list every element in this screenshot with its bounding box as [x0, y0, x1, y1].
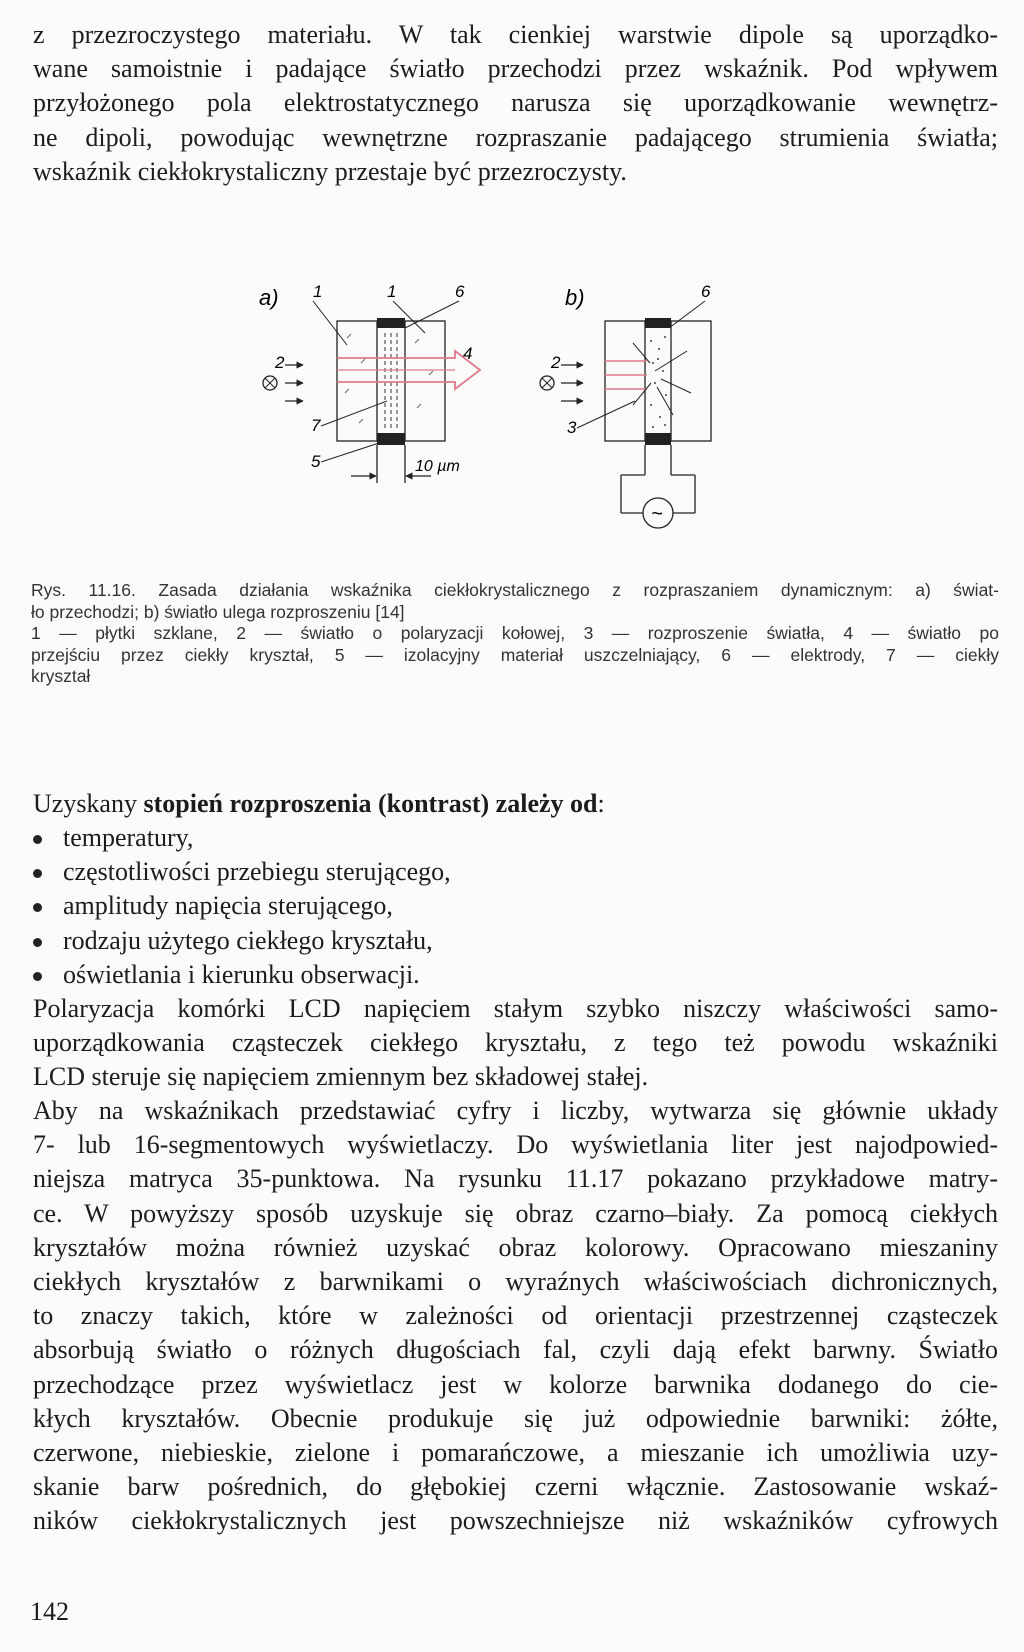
number-3: 3 — [567, 418, 577, 437]
list-item: częstotliwości przebiegu sterującego, — [33, 855, 451, 889]
label-a: a) — [259, 285, 279, 310]
seal-top — [377, 318, 405, 328]
glass-plate-left — [337, 321, 377, 441]
number-1a: 1 — [313, 283, 323, 301]
text-line: kłych kryształów. Obecnie produkuje się już odpowiednie barwniki: żółte, — [33, 1403, 998, 1433]
label-b: b) — [565, 285, 585, 310]
caption-line: ło przechodzi; b) światło ulega rozproszeniu [14] — [31, 601, 405, 622]
caption-line: przejściu przez ciekły kryształ, 5 — izolacyjny materiał uszczelniający, 6 — elektrody, 7 — ciekły — [31, 644, 999, 665]
lcd-diagram — [255, 283, 755, 555]
text-line: ce. W powyższy sposób uzyskuje się obraz czarno–biały. Za pomocą ciekłych — [33, 1198, 998, 1228]
number-5: 5 — [311, 452, 321, 471]
caption-line: kryształ — [31, 666, 91, 686]
number-2b: 2 — [551, 353, 561, 372]
list-item: amplitudy napięcia sterującego, — [33, 889, 451, 923]
text-line: uporządkowania cząsteczek ciekłego kryształu, z tego też powodu wskaźniki — [33, 1028, 998, 1058]
page-number: 142 — [30, 1597, 69, 1626]
scatter-dots — [650, 336, 667, 428]
lead-pre: Uzyskany — [33, 789, 144, 818]
factor-list — [33, 821, 451, 992]
text-line: wskaźnik ciekłokrystaliczny przestaje być przezroczysty. — [33, 156, 627, 186]
text-line: przyłożonego pola elektrostatycznego narusza się uporządkowanie wewnętrz- — [33, 88, 998, 118]
text-line: niejsza matryca 35-punktowa. Na rysunku 11.17 pokazano przykładowe matry- — [33, 1164, 998, 1194]
number-1b: 1 — [387, 283, 397, 301]
list-item: oświetlania i kierunku obserwacji. — [33, 958, 451, 992]
paragraph-displays — [33, 1094, 998, 1539]
figure-caption — [31, 580, 999, 688]
diagram-a — [259, 283, 480, 483]
lead-bold: stopień rozproszenia (kontrast) zależy od — [143, 789, 598, 818]
number-6a: 6 — [455, 283, 465, 301]
number-2a: 2 — [275, 353, 285, 372]
paragraph-polarization — [33, 992, 998, 1095]
scattered-rays — [633, 343, 691, 415]
ac-symbol: ~ — [651, 503, 663, 525]
number-4: 4 — [463, 344, 473, 363]
list-item: temperatury, — [33, 821, 451, 855]
text-line: ne dipoli, powodując wewnętrzne rozpraszanie padającego strumienia światła; — [33, 122, 998, 152]
number-7: 7 — [311, 416, 321, 435]
list-item: rodzaju użytego ciekłego kryształu, — [33, 924, 451, 958]
text-line: skanie barw pośrednich, do głębokiej czerni włącznie. Zastosowanie wskaź- — [33, 1472, 998, 1502]
text-line: Aby na wskaźnikach przedstawiać cyfry i liczby, wytwarza się głównie układy — [33, 1096, 998, 1125]
text-line: Polaryzacja komórki LCD napięciem stałym szybko niszczy właściwości samo- — [33, 994, 998, 1023]
number-6b: 6 — [701, 283, 711, 301]
intro-paragraph — [33, 18, 998, 189]
diagram-b — [540, 283, 711, 528]
text-line: absorbują światło o różnych długościach fal, czyli dają efekt barwny. Światło — [33, 1335, 998, 1365]
glass-hatch — [345, 334, 433, 423]
text-line: to znaczy takich, które w zależności od orientacji przestrzennej cząsteczek — [33, 1301, 998, 1331]
dimension-label: 10 µm — [415, 458, 460, 475]
text-line: LCD steruje się napięciem zmiennym bez składowej stałej. — [33, 1062, 649, 1092]
text-line: czerwone, niebieskie, zielone i pomarańczowe, a mieszanie ich umożliwia uzy- — [33, 1438, 998, 1468]
lead-post: : — [597, 789, 605, 818]
caption-line: 1 — płytki szklane, 2 — światło o polaryzacji kołowej, 3 — rozproszenie światła, 4 — światło po — [31, 623, 999, 643]
text-line: przechodzące przez wyświetlacz jest w kolorze barwnika dodanego do cie- — [33, 1369, 998, 1399]
glass-plate-right — [405, 321, 445, 441]
text-line: kryształów można również uzyskać obraz kolorowy. Opracowano mieszaniny — [33, 1232, 998, 1262]
caption-line: Rys. 11.16. Zasada działania wskaźnika ciekłokrystalicznego z rozpraszaniem dynamicznym: a) świat- — [31, 580, 999, 600]
seal-bottom — [377, 433, 405, 445]
text-line: z przezroczystego materiału. W tak cienkiej warstwie dipole są uporządko- — [33, 20, 998, 49]
text-line: 7- lub 16-segmentowych wyświetlaczy. Do wyświetlania liter jest najodpowied- — [33, 1130, 998, 1160]
text-line: wane samoistnie i padające światło przechodzi przez wskaźnik. Pod wpływem — [33, 54, 998, 84]
text-line: ciekłych kryształów z barwnikami o wyraźnych właściwościach dichronicznych, — [33, 1267, 998, 1297]
lead-sentence — [33, 787, 605, 821]
text-line: ników ciekłokrystalicznych jest powszechniejsze niż wskaźników cyfrowych — [33, 1506, 998, 1536]
